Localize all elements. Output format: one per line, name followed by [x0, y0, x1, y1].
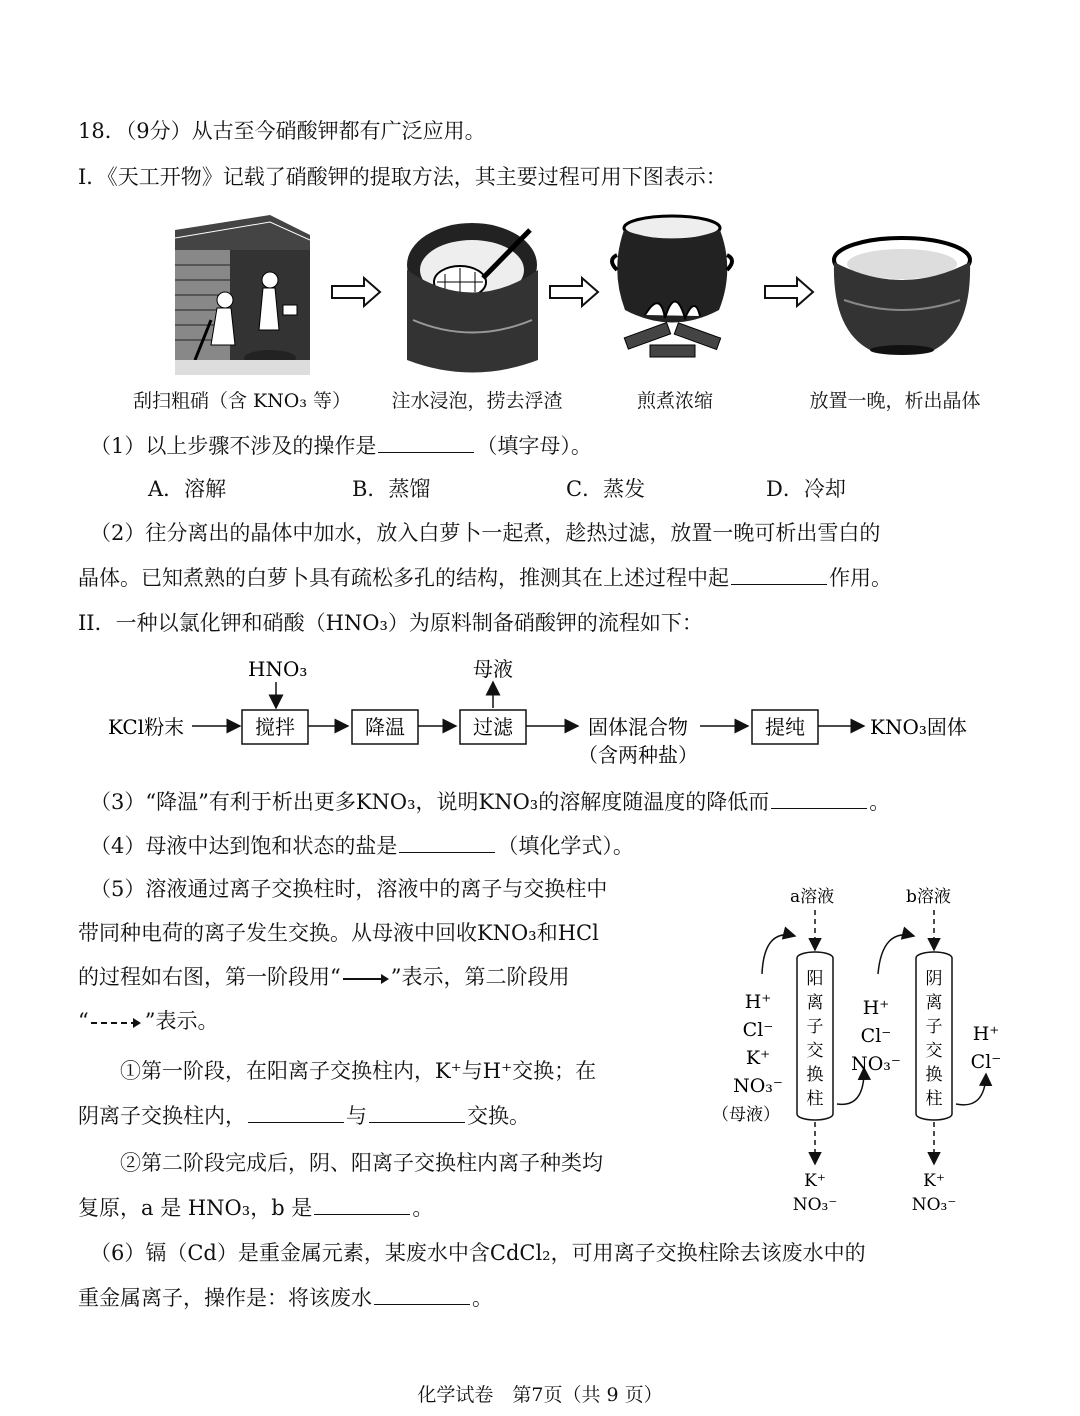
flow-box-stir: 搅拌 — [255, 715, 295, 739]
option-b: B．蒸馏 — [352, 477, 431, 501]
ion-label: Cl⁻ — [970, 1051, 1002, 1073]
svg-text:离: 离 — [806, 993, 824, 1013]
q5-line1: （5）溶液通过离子交换柱时，溶液中的离子与交换柱中 — [90, 877, 608, 901]
answer-blank — [248, 1100, 344, 1123]
svg-text:换: 换 — [925, 1065, 943, 1085]
q6-line2: 重金属离子，操作是：将该废水 。 — [78, 1282, 493, 1313]
q5-sub2-line2: 复原，a 是 HNO₃，b 是 。 — [78, 1192, 433, 1223]
answer-blank — [314, 1192, 410, 1215]
svg-text:阴: 阴 — [925, 969, 943, 989]
scraping-illustration — [175, 210, 310, 375]
step-caption: 放置一晚，析出晶体 — [809, 390, 981, 412]
answer-blank — [771, 786, 867, 809]
flow-reagent: HNO₃ — [248, 657, 308, 681]
question-title: 18．（9分）从古至今硝酸钾都有广泛应用。 — [78, 119, 486, 143]
step-caption: 注水浸泡，捞去浮渣 — [391, 390, 563, 412]
q5-sub2-line1: ②第二阶段完成后，阴、阳离子交换柱内离子种类均 — [120, 1151, 603, 1175]
cation-exchange-column — [797, 952, 833, 1120]
svg-text:交: 交 — [925, 1041, 943, 1061]
flow-box-filter: 过滤 — [473, 715, 513, 739]
q2-line1: （2）往分离出的晶体中加水，放入白萝卜一起煮，趁热过滤，放置一晚可析出雪白的 — [90, 521, 881, 545]
option-a: A．溶解 — [148, 477, 227, 501]
flow-byproduct: 母液 — [473, 657, 513, 681]
mother-liquor-note: （母液） — [712, 1105, 780, 1125]
flow-output: KNO₃固体 — [870, 715, 967, 739]
svg-text:柱: 柱 — [806, 1089, 824, 1109]
q4-stem: （4）母液中达到饱和状态的盐是 （填化学式）。 — [90, 830, 634, 861]
answer-blank — [399, 830, 495, 853]
flow-box-purify: 提纯 — [765, 715, 805, 739]
flow-box-cool: 降温 — [365, 715, 405, 739]
q5-sub1-line2: 阴离子交换柱内， 与 交换。 — [78, 1100, 530, 1131]
ion-label: K⁺ — [745, 1047, 771, 1069]
part2-intro: II．一种以氯化钾和硝酸（HNO₃）为原料制备硝酸钾的流程如下： — [78, 611, 703, 635]
svg-text:柱: 柱 — [925, 1089, 943, 1109]
q5-sub1-line1: ①第一阶段，在阳离子交换柱内，K⁺与H⁺交换；在 — [120, 1059, 597, 1083]
step-caption: 刮扫粗硝（含 KNO₃ 等） — [132, 390, 352, 412]
solid-arrow-icon — [341, 972, 391, 986]
flow-arrow-icon — [548, 276, 600, 308]
ion-label: H⁺ — [744, 991, 772, 1013]
ion-label: NO₃⁻ — [911, 1195, 957, 1215]
part1-intro: I．《天工开物》记载了硝酸钾的提取方法，其主要过程可用下图表示： — [78, 165, 727, 189]
q2-line2: 晶体。已知煮熟的白萝卜具有疏松多孔的结构，推测其在上述过程中起 作用。 — [78, 562, 892, 593]
page-footer: 化学试卷 第7页（共 9 页） — [417, 1384, 663, 1406]
ion-label: NO₃⁻ — [792, 1195, 838, 1215]
svg-text:交: 交 — [806, 1041, 824, 1061]
crystallizing-bowl-illustration — [830, 210, 975, 375]
flow-arrow-icon — [763, 276, 815, 308]
q5-line2: 带同种电荷的离子发生交换。从母液中回收KNO₃和HCl — [78, 921, 599, 945]
ion-label: Cl⁻ — [860, 1025, 892, 1047]
step-caption: 煎煮浓缩 — [636, 390, 713, 412]
flow-input: KCl粉末 — [108, 715, 185, 739]
ion-label: Cl⁻ — [742, 1019, 774, 1041]
flow-arrow-icon — [330, 276, 382, 308]
b-solution-label: b溶液 — [906, 887, 951, 907]
option-d: D．冷却 — [766, 477, 846, 501]
flow-mixture: 固体混合物 — [588, 715, 688, 739]
q6-line1: （6）镉（Cd）是重金属元素，某废水中含CdCl₂，可用离子交换柱除去该废水中的 — [90, 1241, 866, 1265]
boiling-pot-illustration — [605, 210, 740, 375]
a-solution-label: a溶液 — [790, 887, 835, 907]
answer-blank — [378, 430, 474, 453]
process-flow-diagram — [100, 650, 1000, 770]
ion-label: NO₃⁻ — [851, 1053, 901, 1075]
ion-label: H⁺ — [972, 1023, 1000, 1045]
ion-label: K⁺ — [923, 1171, 945, 1191]
ion-exchange-diagram — [700, 878, 1020, 1228]
answer-blank — [369, 1100, 465, 1123]
ion-label: K⁺ — [804, 1171, 826, 1191]
ion-label: NO₃⁻ — [733, 1075, 783, 1097]
flow-mixture-note: （含两种盐） — [578, 743, 698, 767]
svg-text:阳: 阳 — [806, 969, 824, 989]
answer-blank — [374, 1282, 470, 1305]
soaking-vat-illustration — [405, 210, 540, 375]
anion-exchange-column — [916, 952, 952, 1120]
ion-label: H⁺ — [862, 997, 890, 1019]
answer-blank — [731, 562, 827, 585]
svg-text:离: 离 — [925, 993, 943, 1013]
svg-text:子: 子 — [806, 1017, 824, 1037]
svg-text:子: 子 — [925, 1017, 943, 1037]
q5-line3: 的过程如右图，第一阶段用“ ”表示，第二阶段用 — [78, 965, 570, 989]
svg-text:换: 换 — [806, 1065, 824, 1085]
q5-line4: “ ”表示。 — [78, 1009, 219, 1033]
dashed-arrow-icon — [89, 1016, 145, 1030]
q1-stem: （1）以上步骤不涉及的操作是 （填字母）。 — [90, 430, 592, 461]
option-c: C．蒸发 — [566, 477, 646, 501]
q3-stem: （3）“降温”有利于析出更多KNO₃，说明KNO₃的溶解度随温度的降低而 。 — [90, 786, 890, 817]
